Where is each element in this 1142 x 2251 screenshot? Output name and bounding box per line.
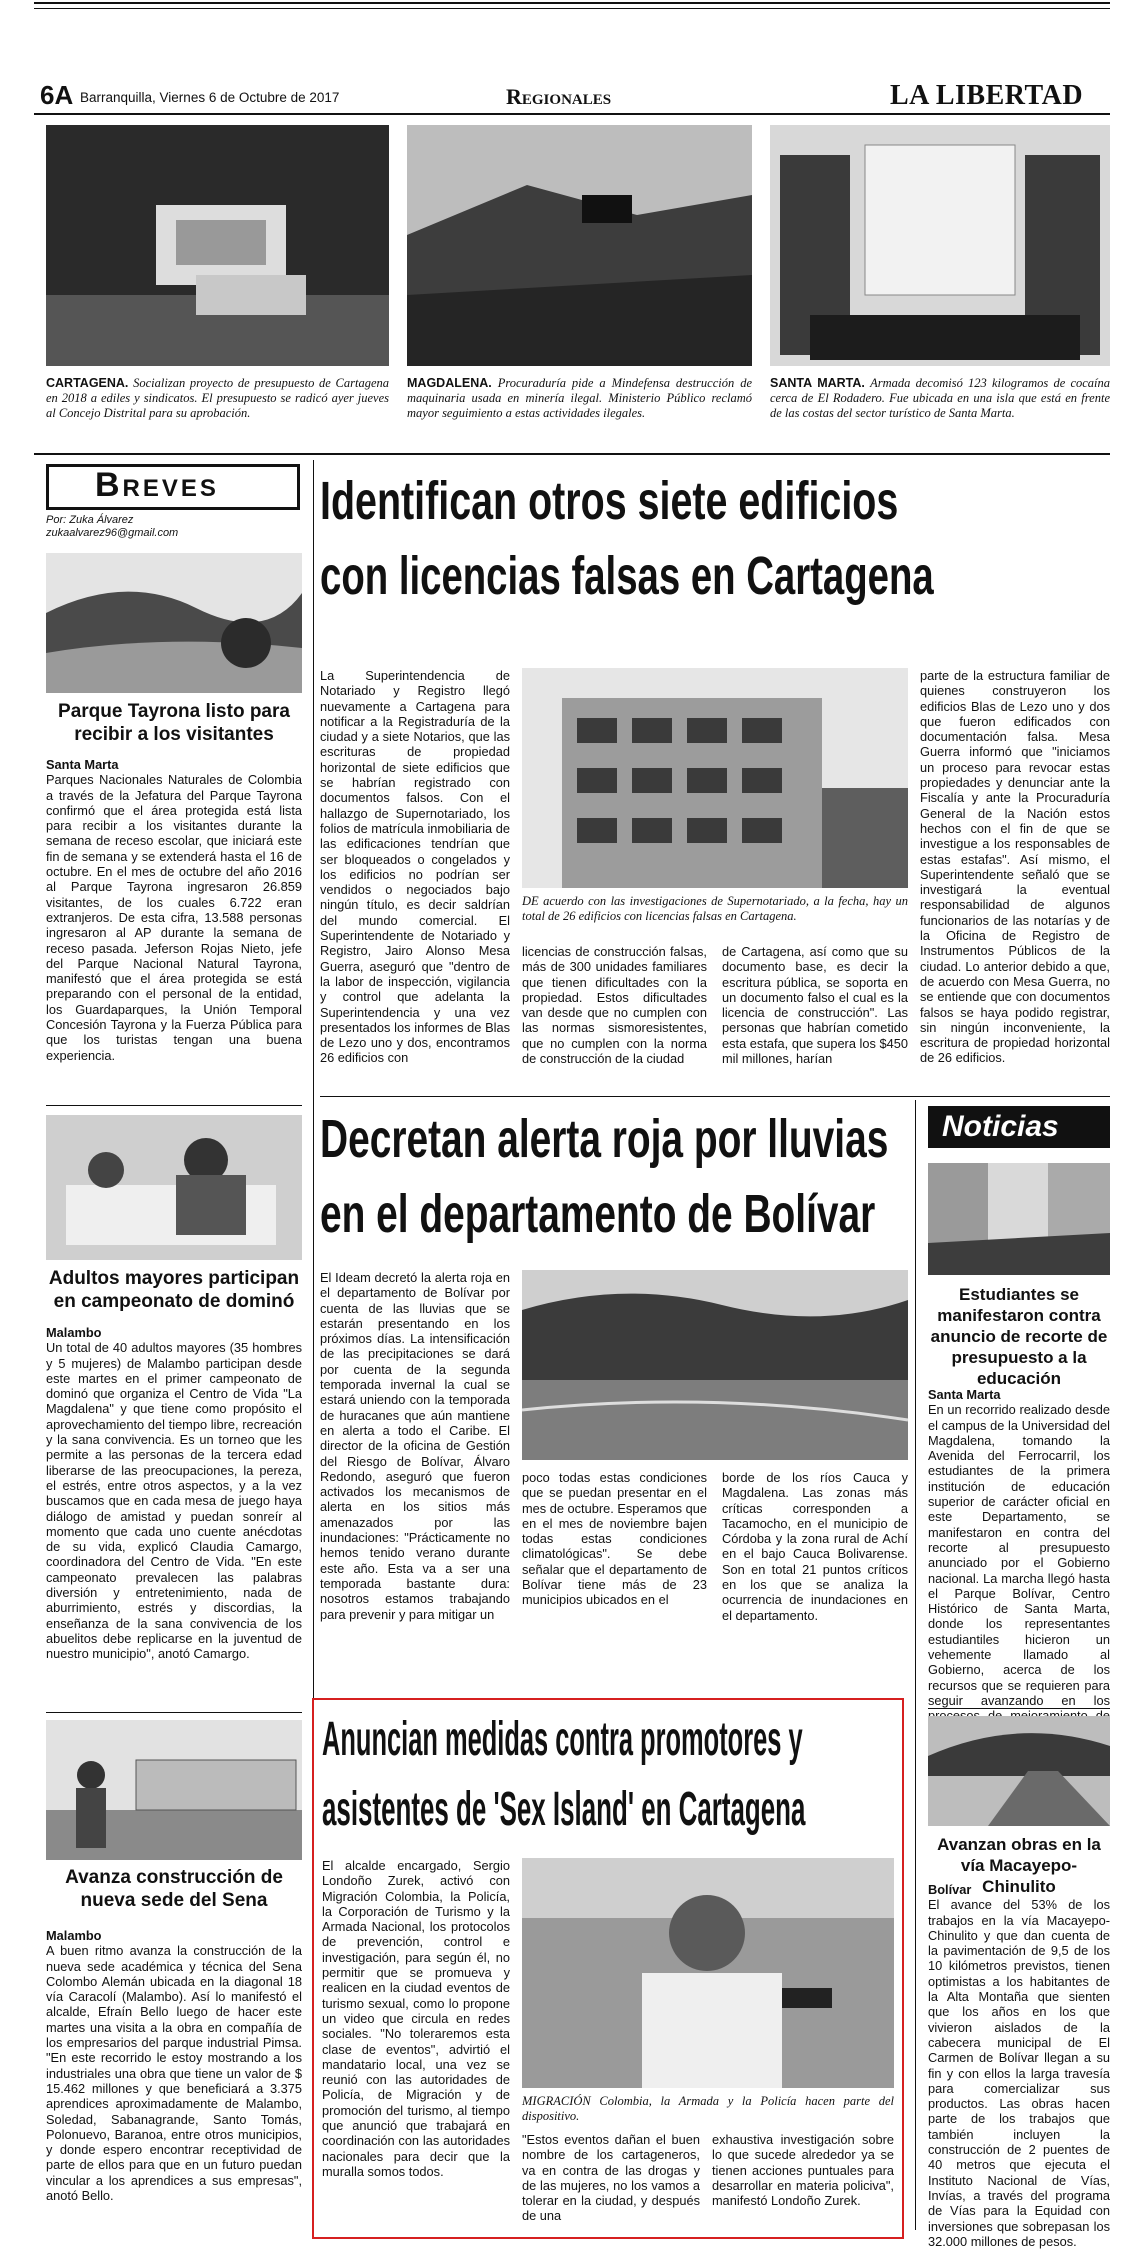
brief-title-sena: Avanza construcción de nueva sede del Sena <box>65 1867 283 1911</box>
breves-email: zukaalvarez96@gmail.com <box>46 527 179 539</box>
noticia-place: Santa Marta <box>928 1387 1001 1402</box>
headline-story1-line2: con licencias falsas en Cartagena <box>320 546 934 606</box>
caption-building: DE acuerdo con las investigaciones de Supernotariado, a la fecha, hay un total de 26 edificios con licencias falsas en Cartagena. <box>522 894 908 923</box>
story1-col2: licencias de construcción falsas, más de 300 unidades familiares que tienen dificultades con la propiedad. Estos dificultades van desde que no cumplen con las normas sismoresistentes, que no cumplen con la norma de construcción de la ciudad <box>522 944 707 1067</box>
breves-byline: Por: Zuka Álvarez <box>46 514 134 526</box>
section-title: Regionales <box>506 84 612 109</box>
noticia-text: En un recorrido realizado desde el campus de la Universidad del Magdalena, tomando la Avenida del Ferrocarril, los estudiantes de la primera institución de educación superior de carácter oficial en este Departamento, se manifestaron en contra del recorte al presupuesto anunciado por el Gobierno nacional. La marcha llegó hasta el Parque Bolívar, Centro Histórico de Santa Marta, donde los representantes estudiantiles hicieron un vehemente llamado al Gobierno, acerca de los recursos que se requieren para seguir avanzando en los <box>928 1402 1110 1708</box>
brief-text: Parques Nacionales Naturales de Colombia a través de la Jefatura del Parque Tayrona confirmó que el área protegida está lista para recibir a los visitantes durante la semana de receso escolar, que iniciará este fin de semana y se extenderá hasta el 16 de octubre. En el mes de octubre del año 2016 al Parque Tayrona ingresaron 26.859 visitantes, de los cuales 6.722 eran extranjeros. De esta cifra, 13.588 personas ingresaron al AP durante la semana de receso pasada. Jeferson Rojas Nieto, jefe del Parque Nacional Natural Tayrona, manifestó que el área protegida se está preparando con el personal de la entidad, los Guardaparques, la Unión Temporal Concesión Tayrona y la Fuerza Pública para que los turistas tengan una buena experiencia. <box>46 772 302 1063</box>
caption-cartagena <box>46 376 389 421</box>
photo-building <box>522 668 908 888</box>
story1-col4: parte de la estructura familiar de quienes construyeron los edificios Blas de Lezo uno y dos que fueron edificados con documentación falsa. Mesa Guerra informó que "iniciamos un proceso para revocar estas propiedades y denunciar ante la Fiscalía y ante la Procuraduría General de la Nación estos hechos con el fin de que se investigue a los responsables de estas estafas". Así mismo, el Superintendente señaló que se investigará la eventual responsabilidad de algunos funcionarios de las notarías y de la Oficina de Registro de Instrumentos Públicos de la ciudad. Lo anterior debido a que, de acuerdo con Mesa Guerra, no se entiende que con documentos falsos se haya podido registrar, sin ningún inconveniente, la escritura de propiedad horizontal de 26 edificios. <box>920 668 1110 1066</box>
story2-col1: El Ideam decretó la alerta roja en el departamento de Bolívar por cuenta de las lluvias que se estarán presentando en los próximos días. La intensificación de las precipitaciones se dará por cuenta de la segunda temporada invernal la cual se estará uniendo con la temporada de huracanes que aún mantiene en alerta a todo el Caribe. El director de la oficina de Gestión del Riesgo de Bolívar, Álvaro Redondo, aseguró que fueron activados los mecanismos de alerta en los sitios más amenazados por las inundaciones: "Prácticamente no hemos tenido verano durante este año. Esta va a ser una temporada bastante dura: nosotros estamos trabajando para prevenir y para mitigar un <box>320 1270 510 1622</box>
caption-text: Armada decomisó 123 kilogramos de cocaína cerca de El Rodadero. Fue ubicada en una isla que está en frente de las costas del sector turístico de Santa Marta. <box>770 376 1111 420</box>
caption-santa-marta <box>770 376 1110 421</box>
photo-tayrona <box>46 553 302 693</box>
photo-mayor <box>522 1858 894 2088</box>
brief-place: Malambo <box>46 1928 102 1943</box>
noticia-text: El avance del 53% de los trabajos en la vía Macayepo-Chinulito y que dan cuenta de la pavimentación de 9,5 de los 10 kilómetros previstos, tienen optimistas a los habitantes de la Alta Montaña que sienten que los años en los que vivieron aislados de la cabecera municipal de El Carmen de Bolívar llegan a su fin y con ellos la larga travesía para comercializar sus productos. Las obras hacen parte de los trabajos que también incluyen la construcción de 2 puentes de 40 metros que ejecuta el Instituto Nacional de Vías, Invías, a través del programa de Vías para la Equidad con inversiones que sobrepasan los 32.000 millones de pesos. <box>928 1897 1110 2249</box>
masthead: LA LIBERTAD <box>890 80 1084 111</box>
brief-place: Malambo <box>46 1325 102 1340</box>
noticia-place: Bolívar <box>928 1882 972 1897</box>
brief-body-sena <box>46 1928 302 2228</box>
dateline: Barranquilla, Viernes 6 de Octubre de 2017 <box>80 90 340 105</box>
story1-col3: de Cartagena, así como que su documento base, es decir la escritura pública, se soporta en un documento falso el cual es la licencia de construcción". Las personas que habrían cometido esta estafa, que supera los $450 mil millones, harían <box>722 944 908 1067</box>
breves-title: Breves <box>95 466 219 504</box>
caption-place: MAGDALENA. <box>407 376 492 390</box>
headline-story3-line1: Anuncian medidas contra promotores y <box>322 1713 803 1766</box>
brief-place: Santa Marta <box>46 757 119 772</box>
photo-sena <box>46 1720 302 1860</box>
photo-students-march <box>928 1163 1110 1275</box>
brief-title-tayrona: Parque Tayrona listo para recibir a los visitantes <box>58 701 290 745</box>
photo-magdalena-machinery <box>407 125 752 366</box>
story3-col1: El alcalde encargado, Sergio Londoño Zurek, activó con Migración Colombia, la Policía, la Corporación de Turismo y la Armada Nacional, los protocolos de prevención, control e investigación, para según él, no permitir que se promueva y realicen en la ciudad eventos de turismo sexual, como lo propone un video que circula en redes sociales. "No toleraremos esta clase de eventos", advirtió el mandatario local, una vez se reunió con las autoridades de Policía, de Migración y de promoción del turismo, al tiempo que anunció que trabajará en coordinación con las autoridades nacionales para decir que la muralla somos todos. <box>322 1858 510 2179</box>
noticia-title-road: Avanzan obras en la vía Macayepo- Chinulito <box>937 1835 1101 1896</box>
photo-domino <box>46 1115 302 1260</box>
photo-cartagena-budget <box>46 125 389 366</box>
brief-title-domino: Adultos mayores participan en campeonato de dominó <box>48 1268 300 1312</box>
story3-col3: exhaustiva investigación sobre lo que sucede alrededor ya se tienen acciones puntuales para desarrollar en materia policiva", manifestó Londoño Zurek. <box>712 2132 894 2209</box>
brief-text: A buen ritmo avanza la construcción de la nueva sede académica y técnica del Sena Colombo Alemán ubicada en la diagonal 18 vía Caracolí (Malambo). Así lo manifestó el alcalde, Efraín Bello luego de hacer este martes una visita a la obra en compañía de los empresarios del parque industrial Pimsa. "En este recorrido le estoy mostrando a los industriales una obra que tiene un valor de $ 15.462 millones y que beneficiará a 3.375 aprendices aproximadamente de Malambo, Soledad, Sabanagrande, Santo Tomás, Polonuevo, Baranoa, entre otros municipios, y donde espero encontrar receptividad de parte de ellos para que en un futuro puedan vincular a los aprendices a sus empresas", anotó Bello. <box>46 1943 302 2204</box>
headline-story3-line2: asistentes de 'Sex Island' en Cartagena <box>322 1783 806 1836</box>
noticias-title: Noticias <box>942 1110 1059 1143</box>
noticia-title-students: Estudiantes se manifestaron contra anuncio de recorte de presupuesto a la educación <box>930 1285 1108 1388</box>
caption-magdalena <box>407 376 752 421</box>
photo-santa-marta-cocaine <box>770 125 1110 366</box>
caption-mayor: MIGRACIÓN Colombia, la Armada y la Policía hacen parte del dispositivo. <box>522 2094 894 2123</box>
page-number: 6A <box>40 80 74 110</box>
headline-story2-line2: en el departamento de Bolívar <box>320 1184 876 1244</box>
caption-text: Procuraduría pide a Mindefensa destrucción de maquinaria usada en minería ilegal. Ministerio Público reclamó mayor seguimiento a estas actividades ilegales. <box>407 376 752 420</box>
headline-story2-line1: Decretan alerta roja por lluvias <box>320 1109 889 1169</box>
noticia-body-students <box>928 1387 1110 1708</box>
story1-col1: La Superintendencia de Notariado y Registro llegó nuevamente a Cartagena para notificar a la Registraduría de la ciudad y a siete Notarios, que las escrituras de propiedad horizontal de siete edificios que se habrían registrado con documentos falsos. Con el hallazgo de Supernotariado, los folios de matrícula inmobiliaria de las edificaciones tendrían que ser bloqueados o congelados y los edificios no podrían ser vendidos o negociados bajo ningún título, es decir saldrían del mundo comercial. El Superintendente de Notariado y Registro, Jairo Alonso Mesa Guerra, aseguró que "dentro de la labor de inspección, vigilancia y control que adelanta la Superintendencia y una vez presentados los informes de Blas de Lezo uno y dos, encontramos 26 edificios con <box>320 668 510 1066</box>
headline-story1-line1: Identifican otros siete edificios <box>320 471 899 531</box>
story2-col2: poco todas estas condiciones que se puedan presentar en el mes de octubre. Esperamos que en el mes de noviembre bajen todas estas condiciones climatológicas". Se debe señalar que el departamento de Bolívar tiene más de 23 municipios ubicados en el <box>522 1470 707 1608</box>
noticia-body-road <box>928 1882 1110 2249</box>
brief-body-tayrona <box>46 757 302 1097</box>
story3-col2: "Estos eventos dañan el buen nombre de los cartageneros, va en contra de las drogas y de las mujeres, no los vamos a tolerar en la ciudad, y después de una <box>522 2132 700 2224</box>
brief-text: Un total de 40 adultos mayores (35 hombres y 5 mujeres) de Malambo participan desde este martes en el primer campeonato de dominó que organiza el Centro de Vida "La Magdalena" y que tiene como propósito el aprovechamiento del tiempo libre, recreación y la sana convivencia. Es un torneo que les permite a las personas de la tercera edad liberarse de las preocupaciones, la pereza, el estrés, entre otros aspectos, y a la vez buscamos que en cada mesa de juego haya diálogo de amistad y puedan sonreír al momento que cada uno cuente anécdotas de su vida, explicó Claudia Camargo, coordinadora del Centro de Vida. "En este campeonato prevalecen las palabras diversión y entretenimiento, nada de aburrimiento, estrés y discordias, la enseñanza de la sana convivencia de los abuelitos debe replicarse en la juventud de nuestro municipio", anotó Camargo. <box>46 1340 302 1662</box>
caption-place: CARTAGENA. <box>46 376 129 390</box>
caption-text: Socializan proyecto de presupuesto de Cartagena en 2018 a ediles y sindicatos. El presupuesto se radicó ayer jueves al Concejo Distrital para su aprobación. <box>46 376 389 420</box>
photo-road-works <box>928 1716 1110 1826</box>
story2-col3: borde de los ríos Cauca y Magdalena. Las zonas más críticas corresponden a Tacamocho, en el municipio de Córdoba y la zona rural de Achí en el bajo Cauca Bolivarense. Son en total 21 puntos críticos en los que se analiza la ocurrencia de inundaciones en el departamento. <box>722 1470 908 1623</box>
photo-flood <box>522 1270 908 1460</box>
brief-body-domino <box>46 1325 302 1703</box>
caption-place: SANTA MARTA. <box>770 376 865 390</box>
